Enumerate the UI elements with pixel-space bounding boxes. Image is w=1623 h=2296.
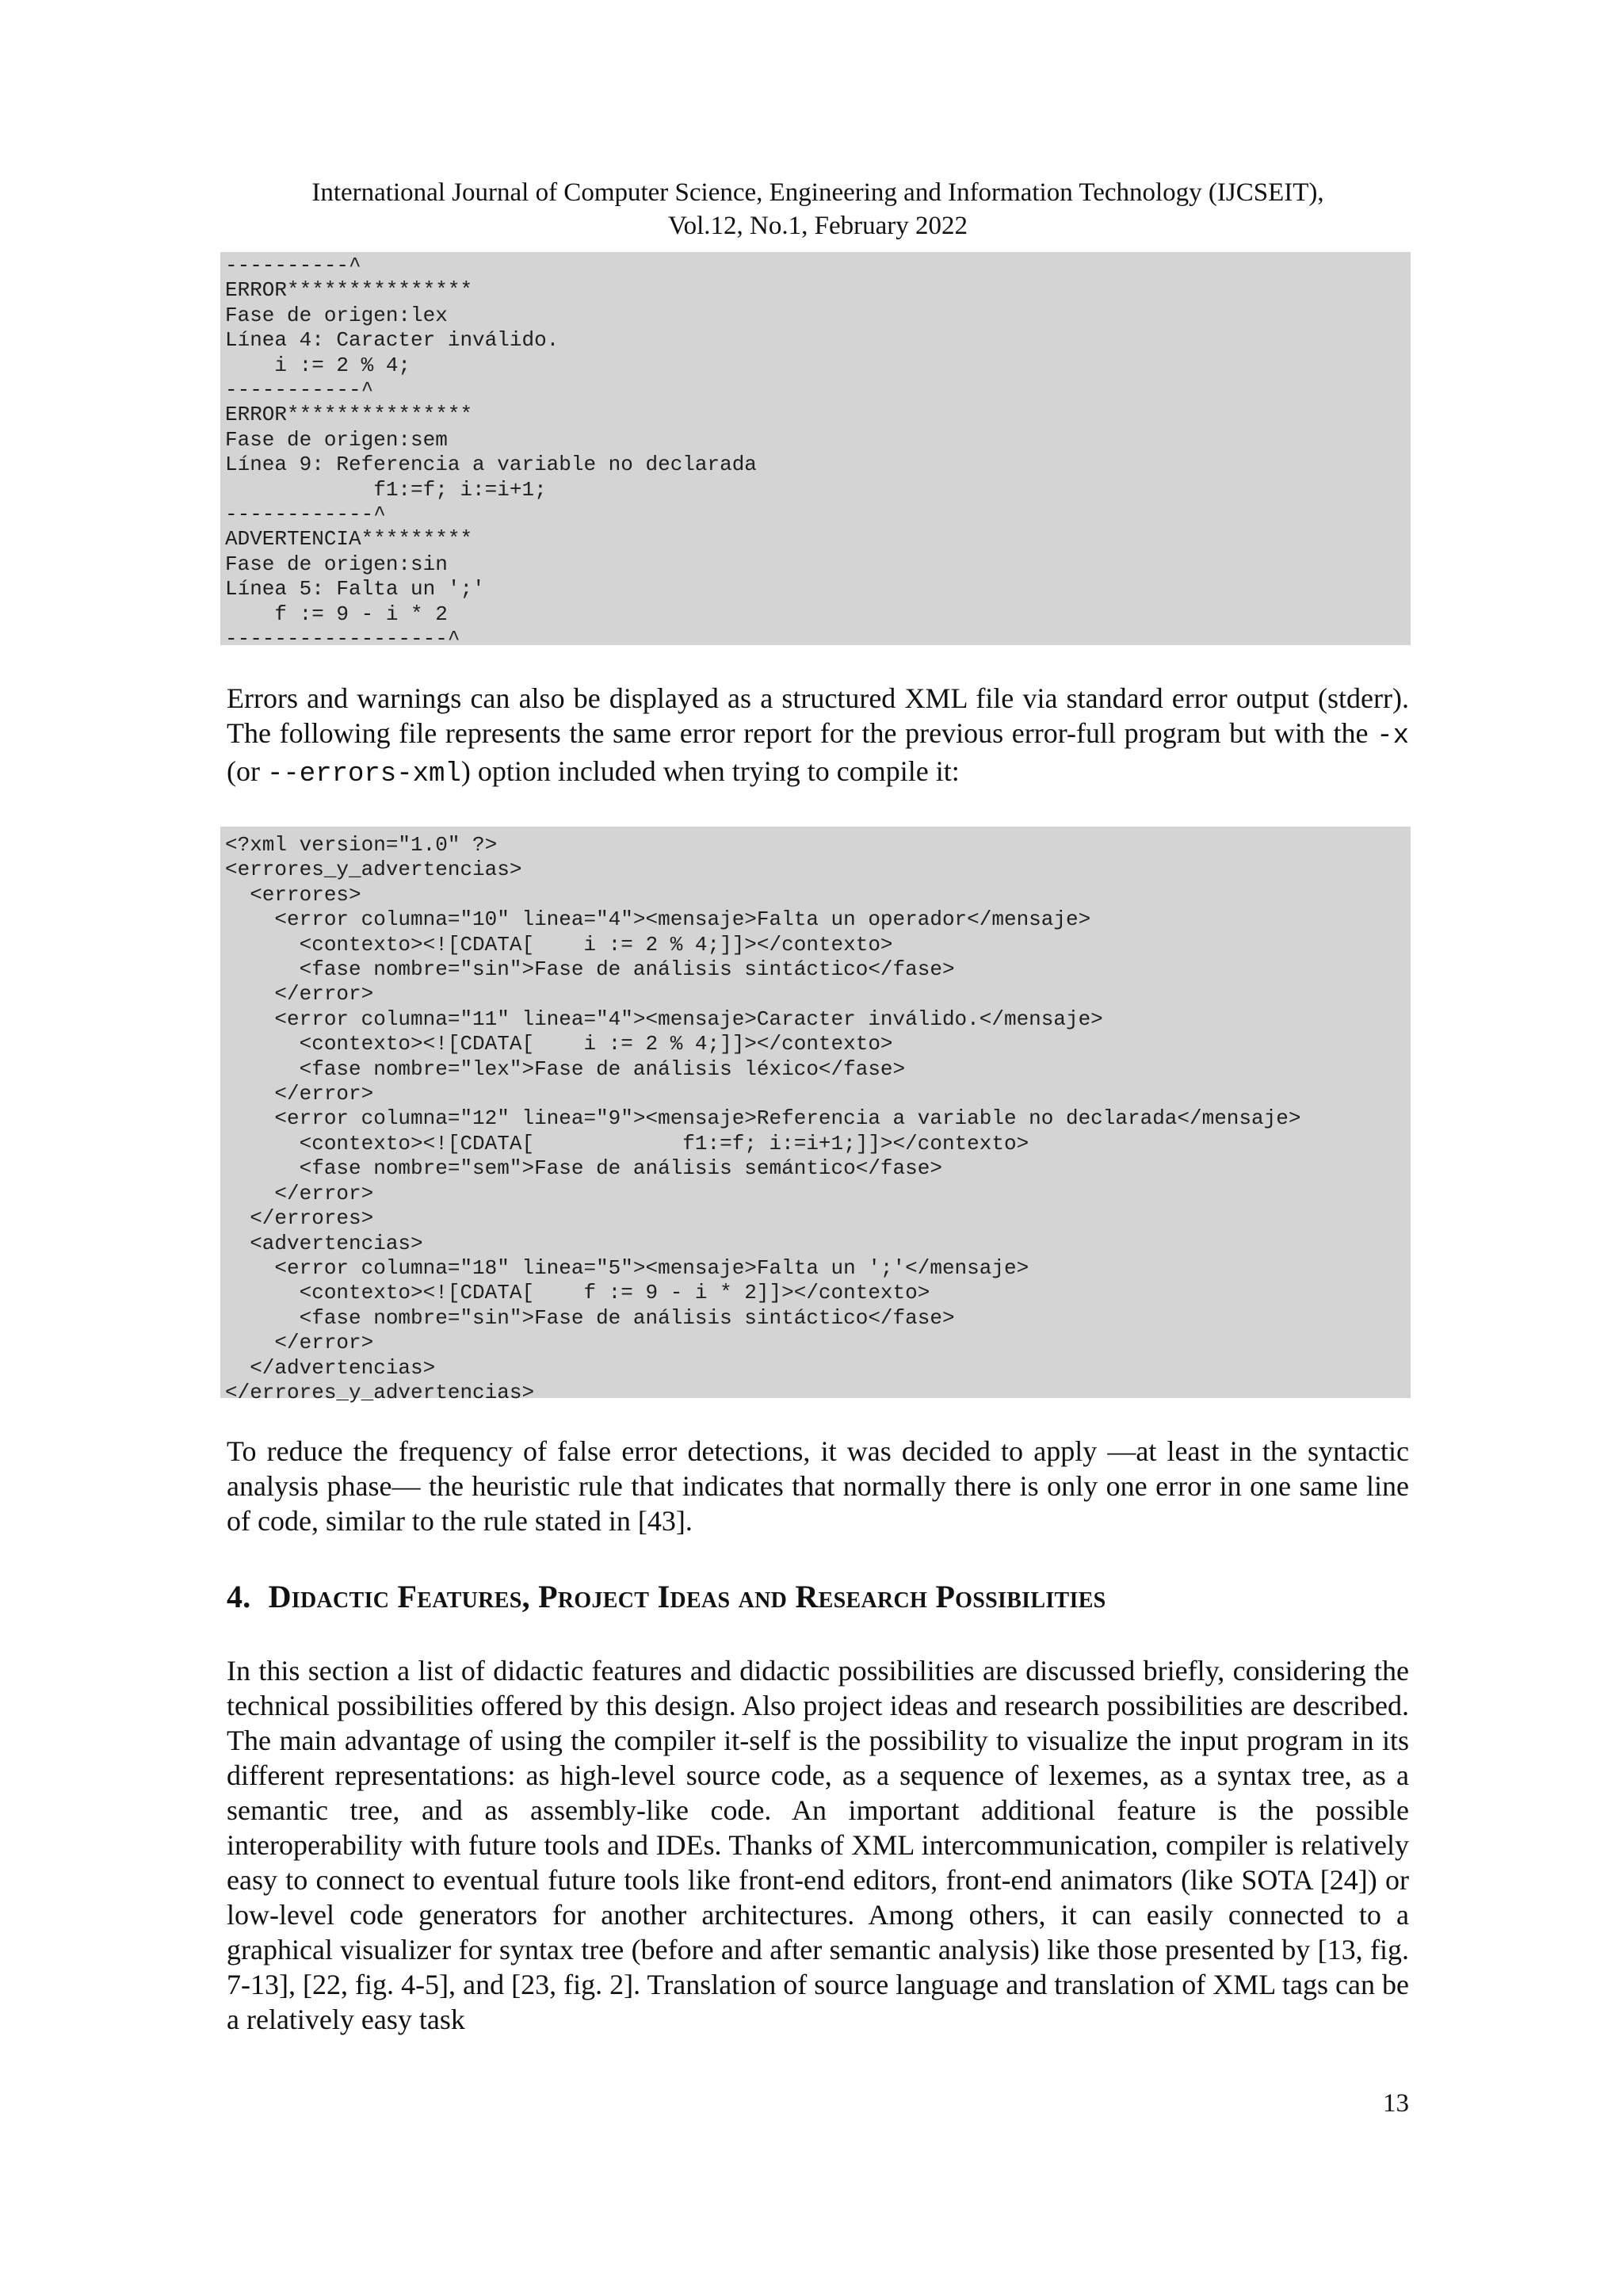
paragraph-didactic: In this section a list of didactic features and didactic possibilities are discussed briefly, considering the technical possibilities offered by this design. Also project ideas and research possibilities are described. The main advantage of using the compiler it-self is the possibility to visualize the input program in its different representations: as high-level source code, as a sequence of lexemes, as a syntax tree, as a semantic tree, and as assembly-like code. An important additional feature is the possible interoperability with future tools and IDEs. Thanks of XML intercommunication, compiler is relatively easy to connect to eventual future tools like front-end editors, front-end animators (like SOTA [24]) or low-level code generators for another architectures. Among others, it can easily connected to a graphical visualizer for syntax tree (before and after semantic analysis) like those presented by [13, fig. 7-13], [22, fig. 4-5], and [23, fig. 2]. Translation of source language and translation of XML tags can be a relatively easy task <box>227 1655 1409 2035</box>
paragraph-text: Errors and warnings can also be displayed as a structured XML file via standard error output (stderr). The following file represents the same error report for the previous error-full program but with the <box>227 682 1409 749</box>
section-number: 4. <box>227 1579 251 1614</box>
journal-title: International Journal of Computer Science, Engineering and Information Technology (IJCSEIT), <box>311 178 1324 207</box>
section-heading <box>227 1578 1409 1615</box>
error-output-text: ----------^ ERROR*************** Fase de origen:lex Línea 4: Caracter inválido. i := 2 % 4; -----------^ ERROR*************** Fase de origen:sem Línea 9: Referencia a variable no declarada f1:=f; i:=i+1; ------------^ ADVERTENCIA********* Fase de origen:sin Línea 5: Falta un ';' f := 9 - i * 2 ------------------^ <box>225 254 757 651</box>
section-title: Didactic Features, Project Ideas and Research Possibilities <box>268 1579 1106 1614</box>
journal-volume: Vol.12, No.1, February 2022 <box>668 212 968 240</box>
page-number: 13 <box>1383 2089 1409 2118</box>
xml-report-text: <?xml version="1.0" ?> <errores_y_advertencias> <errores> <error columna="10" linea="4"><mensaje>Falta un operador</mensaje> <contexto><![CDATA[ i := 2 % 4;]]></contexto> <fase nombre="sin">Fase de análisis sintáctico</fase> </error> <error columna="11" linea="4"><mensaje>Caracter inválido.</mensaje> <contexto><![CDATA[ i := 2 % 4;]]></contexto> <fase nombre="lex">Fase de análisis léxico</fase> </error> <error columna="12" linea="9"><mensaje>Referencia a variable no declarada</mensaje> <contexto><![CDATA[ f1:=f; i:=i+1;]]></contexto> <fase nombre="sem">Fase de análisis semántico</fase> </error> </errores> <advertencias> <error columna="18" linea="5"><mensaje>Falta un ';'</mensaje> <contexto><![CDATA[ f := 9 - i * 2]]></contexto> <fase nombre="sin">Fase de análisis sintáctico</fase> </error> </advertencias> </errores_y_advertencias> <box>225 833 1301 1404</box>
journal-header <box>227 176 1409 243</box>
error-output-code-block <box>220 252 1411 651</box>
option-short: -x <box>1377 721 1409 751</box>
option-long: --errors-xml <box>266 759 461 789</box>
xml-report-code-block <box>220 827 1411 1404</box>
paragraph-xml-intro <box>227 681 1409 792</box>
paragraph-heuristic: To reduce the frequency of false error detections, it was decided to apply —at least in the syntactic analysis phase— the heuristic rule that indicates that normally there is only one error in one same line of code, similar to the rule stated in [43]. <box>227 1435 1409 1537</box>
paragraph-text: (or <box>227 755 267 787</box>
paragraph-text: ) option included when trying to compile it: <box>460 755 960 787</box>
